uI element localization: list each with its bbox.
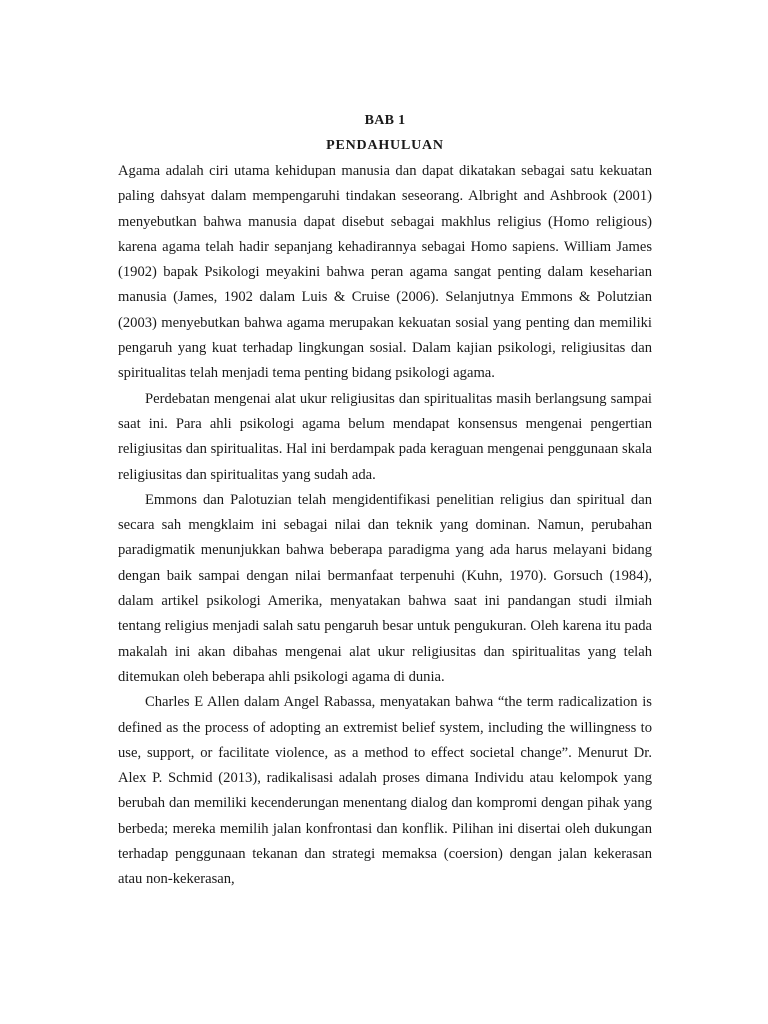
paragraph-1: Agama adalah ciri utama kehidupan manusia dan dapat dikatakan sebagai satu kekuatan paling dahsyat dalam mempengaruhi tindakan seseorang. Albright and Ashbrook (2001) menyebutkan bahwa manusia dapat disebut sebagai makhlus religius (Homo religious) karena agama telah hadir sepanjang kehadirannya sebagai Homo sapiens. William James (1902) bapak Psikologi meyakini bahwa peran agama sangat penting dalam keseharian manusia (James, 1902 dalam Luis & Cruise (2006). Selanjutnya Emmons & Polutzian (2003) menyebutkan bahwa agama merupakan kekuatan sosial yang penting dan memiliki pengaruh yang kuat terhadap lingkungan sosial. Dalam kajian psikologi, religiusitas dan spiritualitas telah menjadi tema penting bidang psikologi agama. xyxy=(118,163,652,382)
paragraph-4: Charles E Allen dalam Angel Rabassa, menyatakan bahwa “the term radicalization is defined as the process of adopting an extremist belief system, including the willingness to use, support, or facilitate violence, as a method to effect societal change”. Menurut Dr. Alex P. Schmid (2013), radikalisasi adalah proses dimana Individu atau kelompok yang berubah dan memiliki kecenderungan menentang dialog dan kompromi dengan pihak yang berbeda; mereka memilih jalan konfrontasi dan konflik. Pilihan ini disertai oleh dukungan terhadap penggunaan tekanan dan strategi memaksa (coersion) dengan jalan kekerasan atau non-kekerasan, xyxy=(118,694,652,888)
document-body xyxy=(118,159,652,893)
paragraph-3: Emmons dan Palotuzian telah mengidentifikasi penelitian religius dan spiritual dan secara sah mengklaim ini sebagai nilai dan teknik yang dominan. Namun, perubahan paradigmatik menunjukkan bahwa beberapa paradigma yang ada harus melayani bidang dengan baik sampai dengan nilai bermanfaat terpenuhi (Kuhn, 1970). Gorsuch (1984), dalam artikel psikologi Amerika, menyatakan bahwa saat ini pandangan studi ilmiah tentang religius menjadi salah satu pengaruh besar untuk pengukuran. Oleh karena itu pada makalah ini akan dibahas mengenai alat ukur religiusitas dan spiritualitas yang telah ditemukan oleh beberapa ahli psikologi agama di dunia. xyxy=(118,491,652,685)
paragraph-2: Perdebatan mengenai alat ukur religiusitas dan spiritualitas masih berlangsung sampai saat ini. Para ahli psikologi agama belum mendapat konsensus mengenai pengertian religiusitas dan spiritualitas. Hal ini berdampak pada keraguan mengenai penggunaan skala religiusitas dan spiritualitas yang sudah ada. xyxy=(118,390,652,483)
chapter-title: PENDAHULUAN xyxy=(326,138,444,153)
chapter-number: BAB 1 xyxy=(364,113,406,128)
